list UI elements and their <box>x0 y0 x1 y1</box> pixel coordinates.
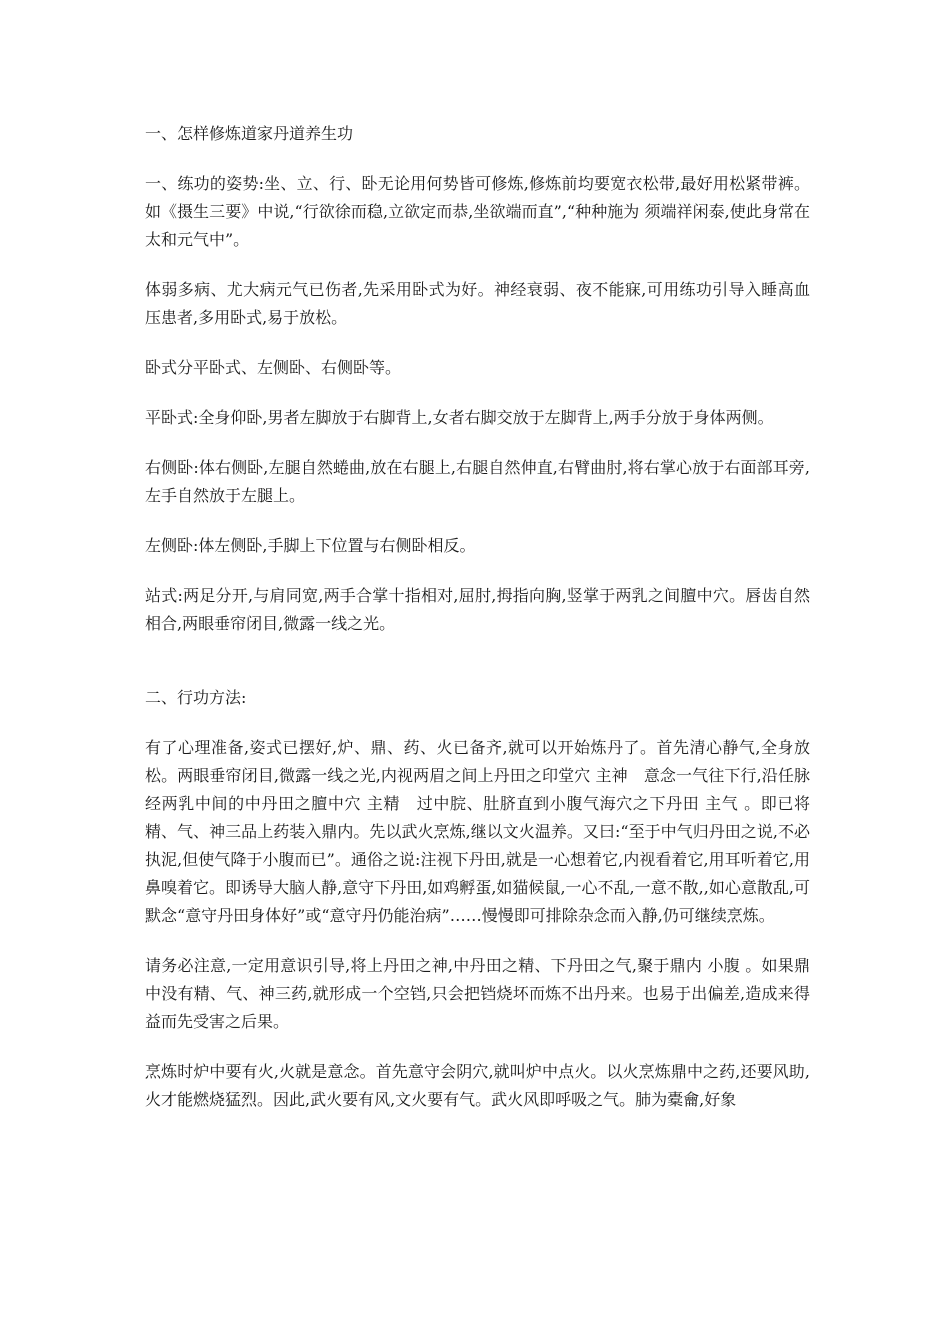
paragraph-standing: 站式:两足分开,与肩同宽,两手合掌十指相对,屈肘,拇指向胸,竖掌于两乳之间膻中穴。唇齿自然相合,两眼垂帘闭目,微露一线之光。 <box>145 586 810 633</box>
paragraph-method-intro: 有了心理准备,姿式已摆好,炉、鼎、药、火已备齐,就可以开始炼丹了。首先清心静气,全身放松。两眼垂帘闭目,微露一线之光,内视两眉之间上丹田之印堂穴 主神 意念一气往下行,沿任脉经两乳中间的中丹田之膻中穴 主精 过中脘、肚脐直到小腹气海穴之下丹田 主气 。即已将精、气、神三品上药装入鼎内。先以武火烹炼,继以文火温养。又曰:“至于中气归丹田之说,不必执泥,但使气降于小腹而已”。通俗之说:注视下丹田,就是一心想着它,内视看着它,用耳听着它,用鼻嗅着它。即诱导大脑人静,意守下丹田,如鸡孵蛋,如猫候鼠,一心不乱,一意不散,,如心意散乱,可默念“意守丹田身体好”或“意守丹仍能治病”……慢慢即可排除杂念而入静,仍可继续烹炼。 <box>145 738 810 925</box>
document-page <box>145 120 810 1136</box>
paragraph-method-fire: 烹炼时炉中要有火,火就是意念。首先意守会阴穴,就叫炉中点火。以火烹炼鼎中之药,还要风助,火才能燃烧猛烈。因此,武火要有风,文火要有气。武火风即呼吸之气。肺为橐龠,好象 <box>145 1062 810 1109</box>
paragraph-right-side-lying: 右侧卧:体右侧卧,左腿自然蜷曲,放在右腿上,右腿自然伸直,右臂曲肘,将右掌心放于右面部耳旁,左手自然放于左腿上。 <box>145 458 810 505</box>
paragraph-left-side-lying: 左侧卧:体左侧卧,手脚上下位置与右侧卧相反。 <box>145 536 476 555</box>
paragraph-lying-recommendation: 体弱多病、尤大病元气已伤者,先采用卧式为好。神经衰弱、夜不能寐,可用练功引导入睡高血压患者,多用卧式,易于放松。 <box>145 280 810 327</box>
paragraph-method-caution: 请务必注意,一定用意识引导,将上丹田之神,中丹田之精、下丹田之气,聚于鼎内 小腹 。如果鼎中没有精、气、神三药,就形成一个空铛,只会把铛烧坏而炼不出丹来。也易于出偏差,造成来得益而先受害之后果。 <box>145 956 810 1031</box>
document-title: 一、怎样修炼道家丹道养生功 <box>145 124 354 143</box>
paragraph-lying-types: 卧式分平卧式、左侧卧、右侧卧等。 <box>145 358 402 377</box>
paragraph-posture: 一、练功的姿势:坐、立、行、卧无论用何势皆可修炼,修炼前均要宽衣松带,最好用松紧带裤。如《摄生三要》中说,“行欲徐而稳,立欲定而恭,坐欲端而直”,“种种施为 须端祥闲泰,使此身常在太和元气中”。 <box>145 174 810 249</box>
section-2-title: 二、行功方法: <box>145 688 247 707</box>
paragraph-flat-lying: 平卧式:全身仰卧,男者左脚放于右脚背上,女者右脚交放于左脚背上,两手分放于身体两侧。 <box>145 408 774 427</box>
